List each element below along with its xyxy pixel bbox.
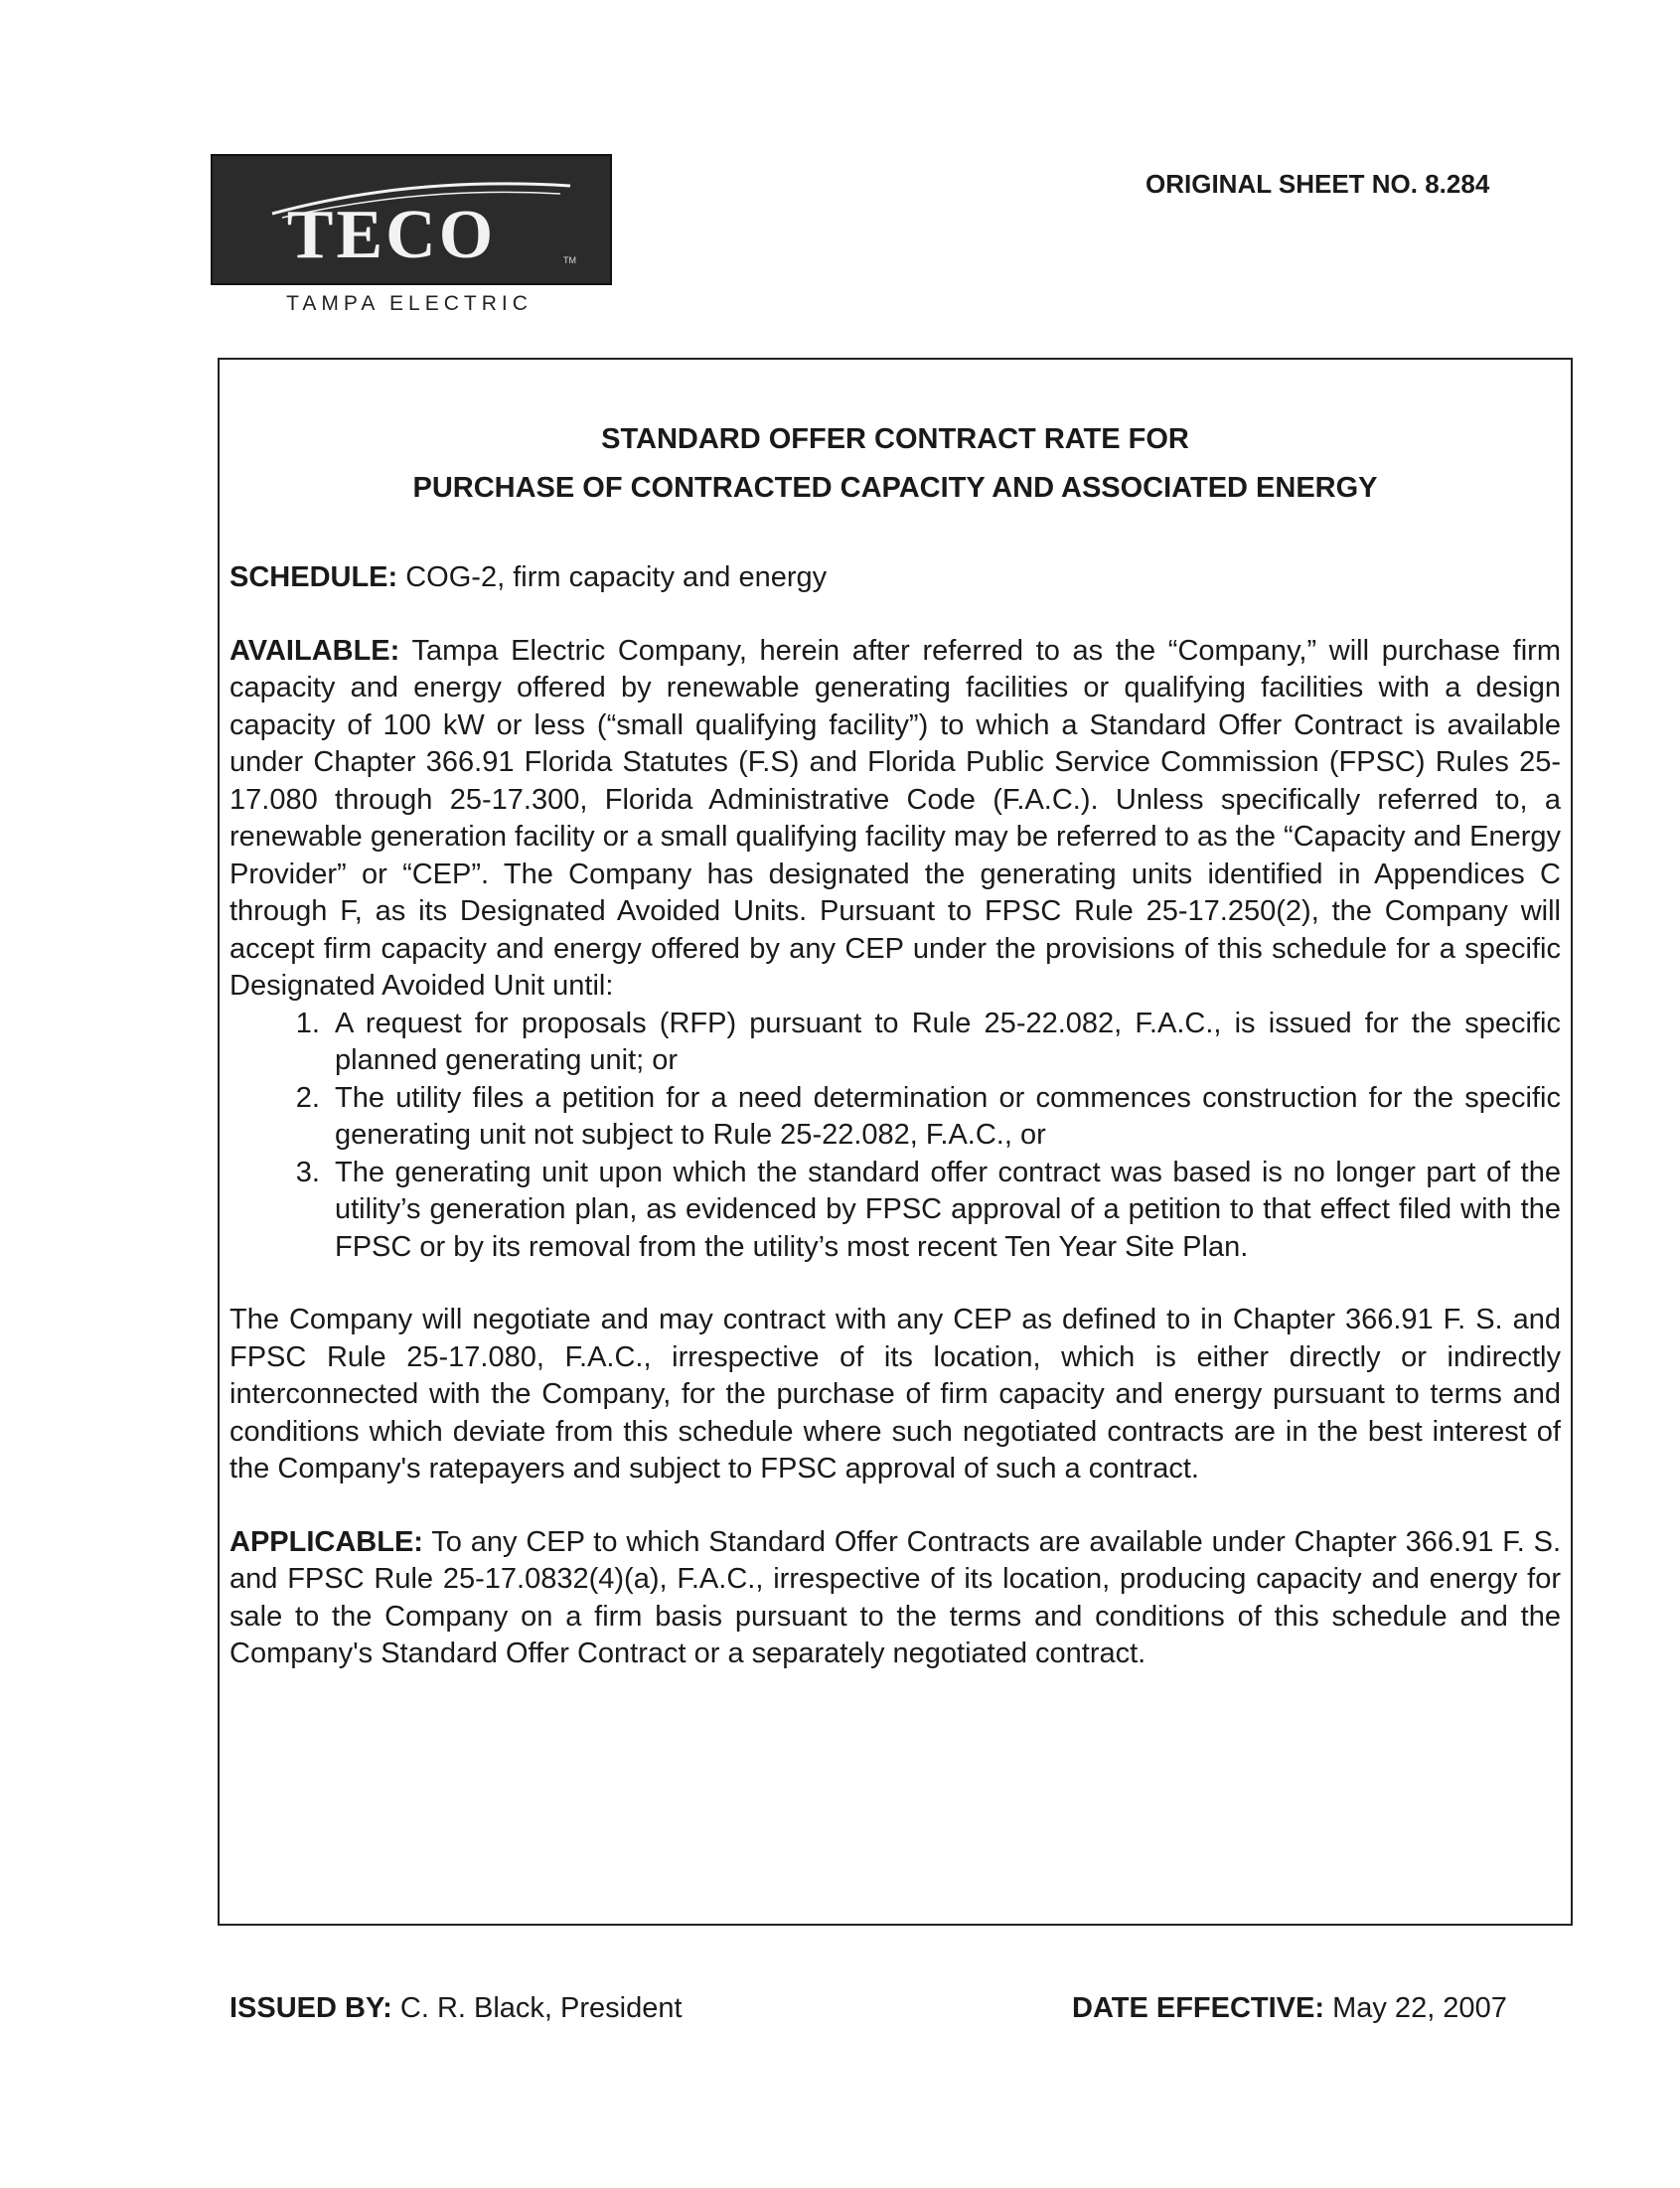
title-line-1: STANDARD OFFER CONTRACT RATE FOR [601, 423, 1189, 455]
document-title [218, 415, 1573, 513]
logo-wordmark: TECO [286, 197, 497, 273]
negotiate-paragraph: The Company will negotiate and may contract with any CEP as defined to in Chapter 366.91 F. S. and FPSC Rule 25-17.080, F.A.C., irrespective of its location, which is either directly or indirectly interconnected with the Company, for the purchase of firm capacity and energy pursuant to terms and conditions which deviate from this schedule where such negotiated contracts are in the best interest of the Company's ratepayers and subject to FPSC approval of such a contract. [229, 1304, 1561, 1485]
conditions-list [229, 1006, 1561, 1267]
available-label: AVAILABLE: [229, 634, 400, 667]
available-text: Tampa Electric Company, herein after referred to as the “Company,” will purchase firm capacity and energy offered by renewable generating facilities or qualifying facilities with a design capacity of 100 kW or less (“small qualifying facility”) to which a Standard Offer Contract is available under Chapter 366.91 Florida Statutes (F.S) and Florida Public Service Commission (FPSC) Rules 25-17.080 through 25-17.300, Florida Administrative Code (F.A.C.). Unless specifically referred to, a renewable generation facility or a small qualifying facility may be referred to as the “Capacity and Energy Provider” or “CEP”. The Company has designated the generating units identified in Appendices C through F, as its Designated Avoided Units. Pursuant to FPSC Rule 25-17.250(2), the Company will accept firm capacity and energy offered by any CEP under the provisions of this schedule for a specific Designated Avoided Unit until: [229, 634, 1561, 1002]
applicable-text: To any CEP to which Standard Offer Contracts are available under Chapter 366.91 F. S. and FPSC Rule 25-17.0832(4)(a), F.A.C., irrespective of its location, producing capacity and energy for sale to the Company on a firm basis pursuant to the terms and conditions of this schedule and the Company's Standard Offer Contract or a separately negotiated contract. [229, 1525, 1561, 1669]
condition-item-2: 2. The utility files a petition for a need determination or commences construction for the specific generating unit not subject to Rule 25-22.082, F.A.C., or [328, 1080, 1561, 1155]
logo-trademark: TM [563, 255, 576, 265]
effective-label: DATE EFFECTIVE: [1072, 1992, 1325, 2024]
logo-company-name: TAMPA ELECTRIC [286, 292, 533, 315]
issued-by [229, 1992, 683, 2025]
company-logo [211, 154, 612, 285]
applicable-paragraph [229, 1524, 1561, 1673]
schedule-paragraph [229, 559, 1561, 597]
date-effective [1072, 1992, 1507, 2025]
title-line-2: PURCHASE OF CONTRACTED CAPACITY AND ASSOCIATED ENERGY [412, 472, 1378, 504]
condition-item-1: 1. A request for proposals (RFP) pursuant to Rule 25-22.082, F.A.C., is issued for the specific planned generating unit; or [328, 1006, 1561, 1080]
issued-value: C. R. Black, President [399, 1992, 683, 2024]
schedule-text: COG-2, firm capacity and energy [405, 561, 828, 593]
available-paragraph [229, 633, 1561, 1006]
issued-label: ISSUED BY: [229, 1992, 392, 2024]
sheet-number: ORIGINAL SHEET NO. 8.284 [1145, 169, 1490, 199]
document-body [229, 559, 1561, 1673]
schedule-label: SCHEDULE: [229, 561, 398, 593]
effective-value: May 22, 2007 [1332, 1992, 1507, 2024]
applicable-label: APPLICABLE: [229, 1525, 423, 1558]
condition-item-3: 3. The generating unit upon which the standard offer contract was based is no longer part of the utility’s generation plan, as evidenced by FPSC approval of a petition to that effect filed with the FPSC or by its removal from the utility’s most recent Ten Year Site Plan. [328, 1155, 1561, 1267]
